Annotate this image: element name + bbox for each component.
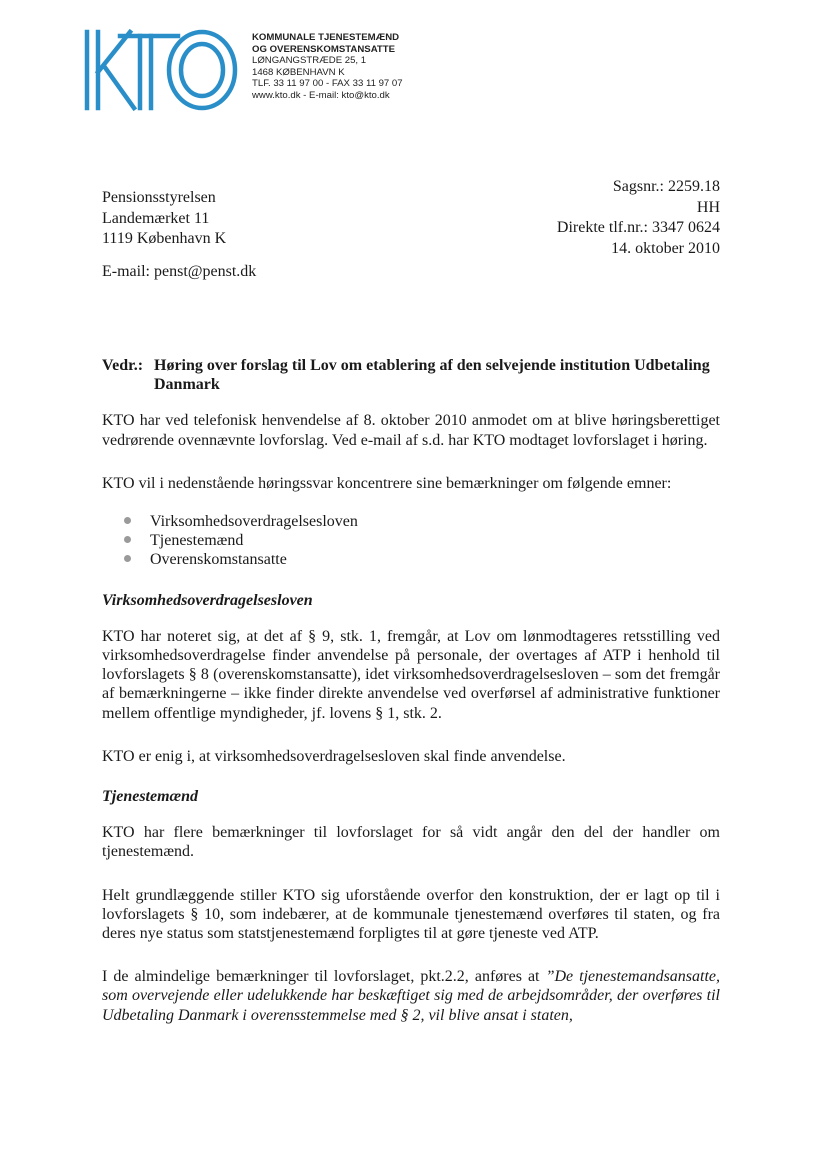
org-name-line2: OG OVERENSKOMSTANSATTE bbox=[252, 43, 396, 55]
section2-paragraph-2: Helt grundlæggende stiller KTO sig uforstående overfor den konstruktion, der er lagt op til i lovforslagets § 10, som indebærer, at de kommunale tjenestemænd overføres til staten, og fra deres nye status som statstjenestemænd forpligtes til at gøre tjeneste ved ATP. bbox=[102, 886, 720, 943]
subject-line bbox=[102, 356, 720, 394]
recipient-street: Landemærket 11 bbox=[102, 209, 210, 227]
org-address: LØNGANGSTRÆDE 25, 1 bbox=[252, 55, 367, 67]
case-info bbox=[557, 177, 720, 259]
recipient-city: 1119 København K bbox=[102, 230, 227, 247]
section1-paragraph-2: KTO er enig i, at virksomhedsoverdragelsesloven skal finde anvendelse. bbox=[102, 747, 566, 765]
section2-paragraph-3 bbox=[102, 967, 720, 1025]
org-city: 1468 KØBENHAVN K bbox=[252, 66, 345, 78]
section-heading-tjenestemaend: Tjenestemænd bbox=[102, 788, 198, 806]
bullet-icon bbox=[124, 536, 131, 543]
case-number: Sagsnr.: 2259.18 bbox=[612, 178, 720, 195]
list-item: Tjenestemænd bbox=[102, 531, 720, 550]
recipient-address bbox=[102, 188, 226, 250]
section-heading-virksomhed: Virksomhedsoverdragelsesloven bbox=[102, 591, 313, 609]
bullet-icon bbox=[124, 555, 131, 562]
bullet-icon bbox=[124, 517, 131, 524]
org-phone: TLF. 33 11 97 00 - FAX 33 11 97 07 bbox=[252, 78, 403, 90]
subject-text: Høring over forslag til Lov om etablering af den selvejende institution Udbetaling Danmark bbox=[154, 357, 710, 394]
subject-label: Vedr.: bbox=[102, 357, 144, 374]
quoted-text: ”De tjenestemandsansatte, som overvejende eller udelukkende har beskæftiget sig med de arbejdsområder, der overføres til Udbetaling Danmark i overensstemmelse med § 2, vil blive ansat i staten, bbox=[102, 968, 721, 1024]
letter-date: 14. oktober 2010 bbox=[611, 239, 720, 257]
topics-list bbox=[102, 512, 720, 570]
org-contact-block bbox=[252, 32, 403, 102]
kto-logo bbox=[82, 28, 242, 112]
direct-phone: Direkte tlf.nr.: 3347 0624 bbox=[556, 219, 720, 236]
case-initials: HH bbox=[696, 198, 720, 216]
org-name-line1: KOMMUNALE TJENESTEMÆND bbox=[252, 32, 400, 43]
list-item: Overenskomstansatte bbox=[102, 550, 720, 569]
recipient-name: Pensionsstyrelsen bbox=[102, 189, 216, 206]
letter-body bbox=[102, 356, 720, 1025]
recipient-email[interactable]: E-mail: penst@penst.dk bbox=[102, 263, 257, 280]
section1-paragraph-1: KTO har noteret sig, at det af § 9, stk. 1, fremgår, at Lov om lønmodtageres retsstilling ved virksomhedsoverdragelse finder anvendelse på personale, der overtages af ATP i henhold til lovforslagets § 8 (overenskomstansatte), idet virksomhedsoverdragelsesloven – som det fremgår af bemærkningerne – ikke finder direkte anvendelse ved overførsel af administrative funktioner mellem offentlige myndigheder, jf. lovens § 1, stk. 2. bbox=[102, 627, 720, 722]
section2-paragraph-1: KTO har flere bemærkninger til lovforslaget for så vidt angår den del der handler om tjenestemænd. bbox=[102, 824, 720, 861]
topics-intro: KTO vil i nedenstående høringssvar koncentrere sine bemærkninger om følgende emner: bbox=[102, 474, 672, 492]
org-web-email[interactable]: www.kto.dk - E-mail: kto@kto.dk bbox=[252, 89, 390, 101]
paragraph-lead: I de almindelige bemærkninger til lovforslaget, pkt.2.2, anføres at bbox=[102, 968, 540, 986]
list-item: Virksomhedsoverdragelsesloven bbox=[102, 512, 720, 531]
intro-paragraph: KTO har ved telefonisk henvendelse af 8. oktober 2010 anmodet om at blive høringsberettiget vedrørende ovennævnte lovforslag. Ved e-mail af s.d. har KTO modtaget lovforslaget i høring. bbox=[102, 412, 720, 449]
